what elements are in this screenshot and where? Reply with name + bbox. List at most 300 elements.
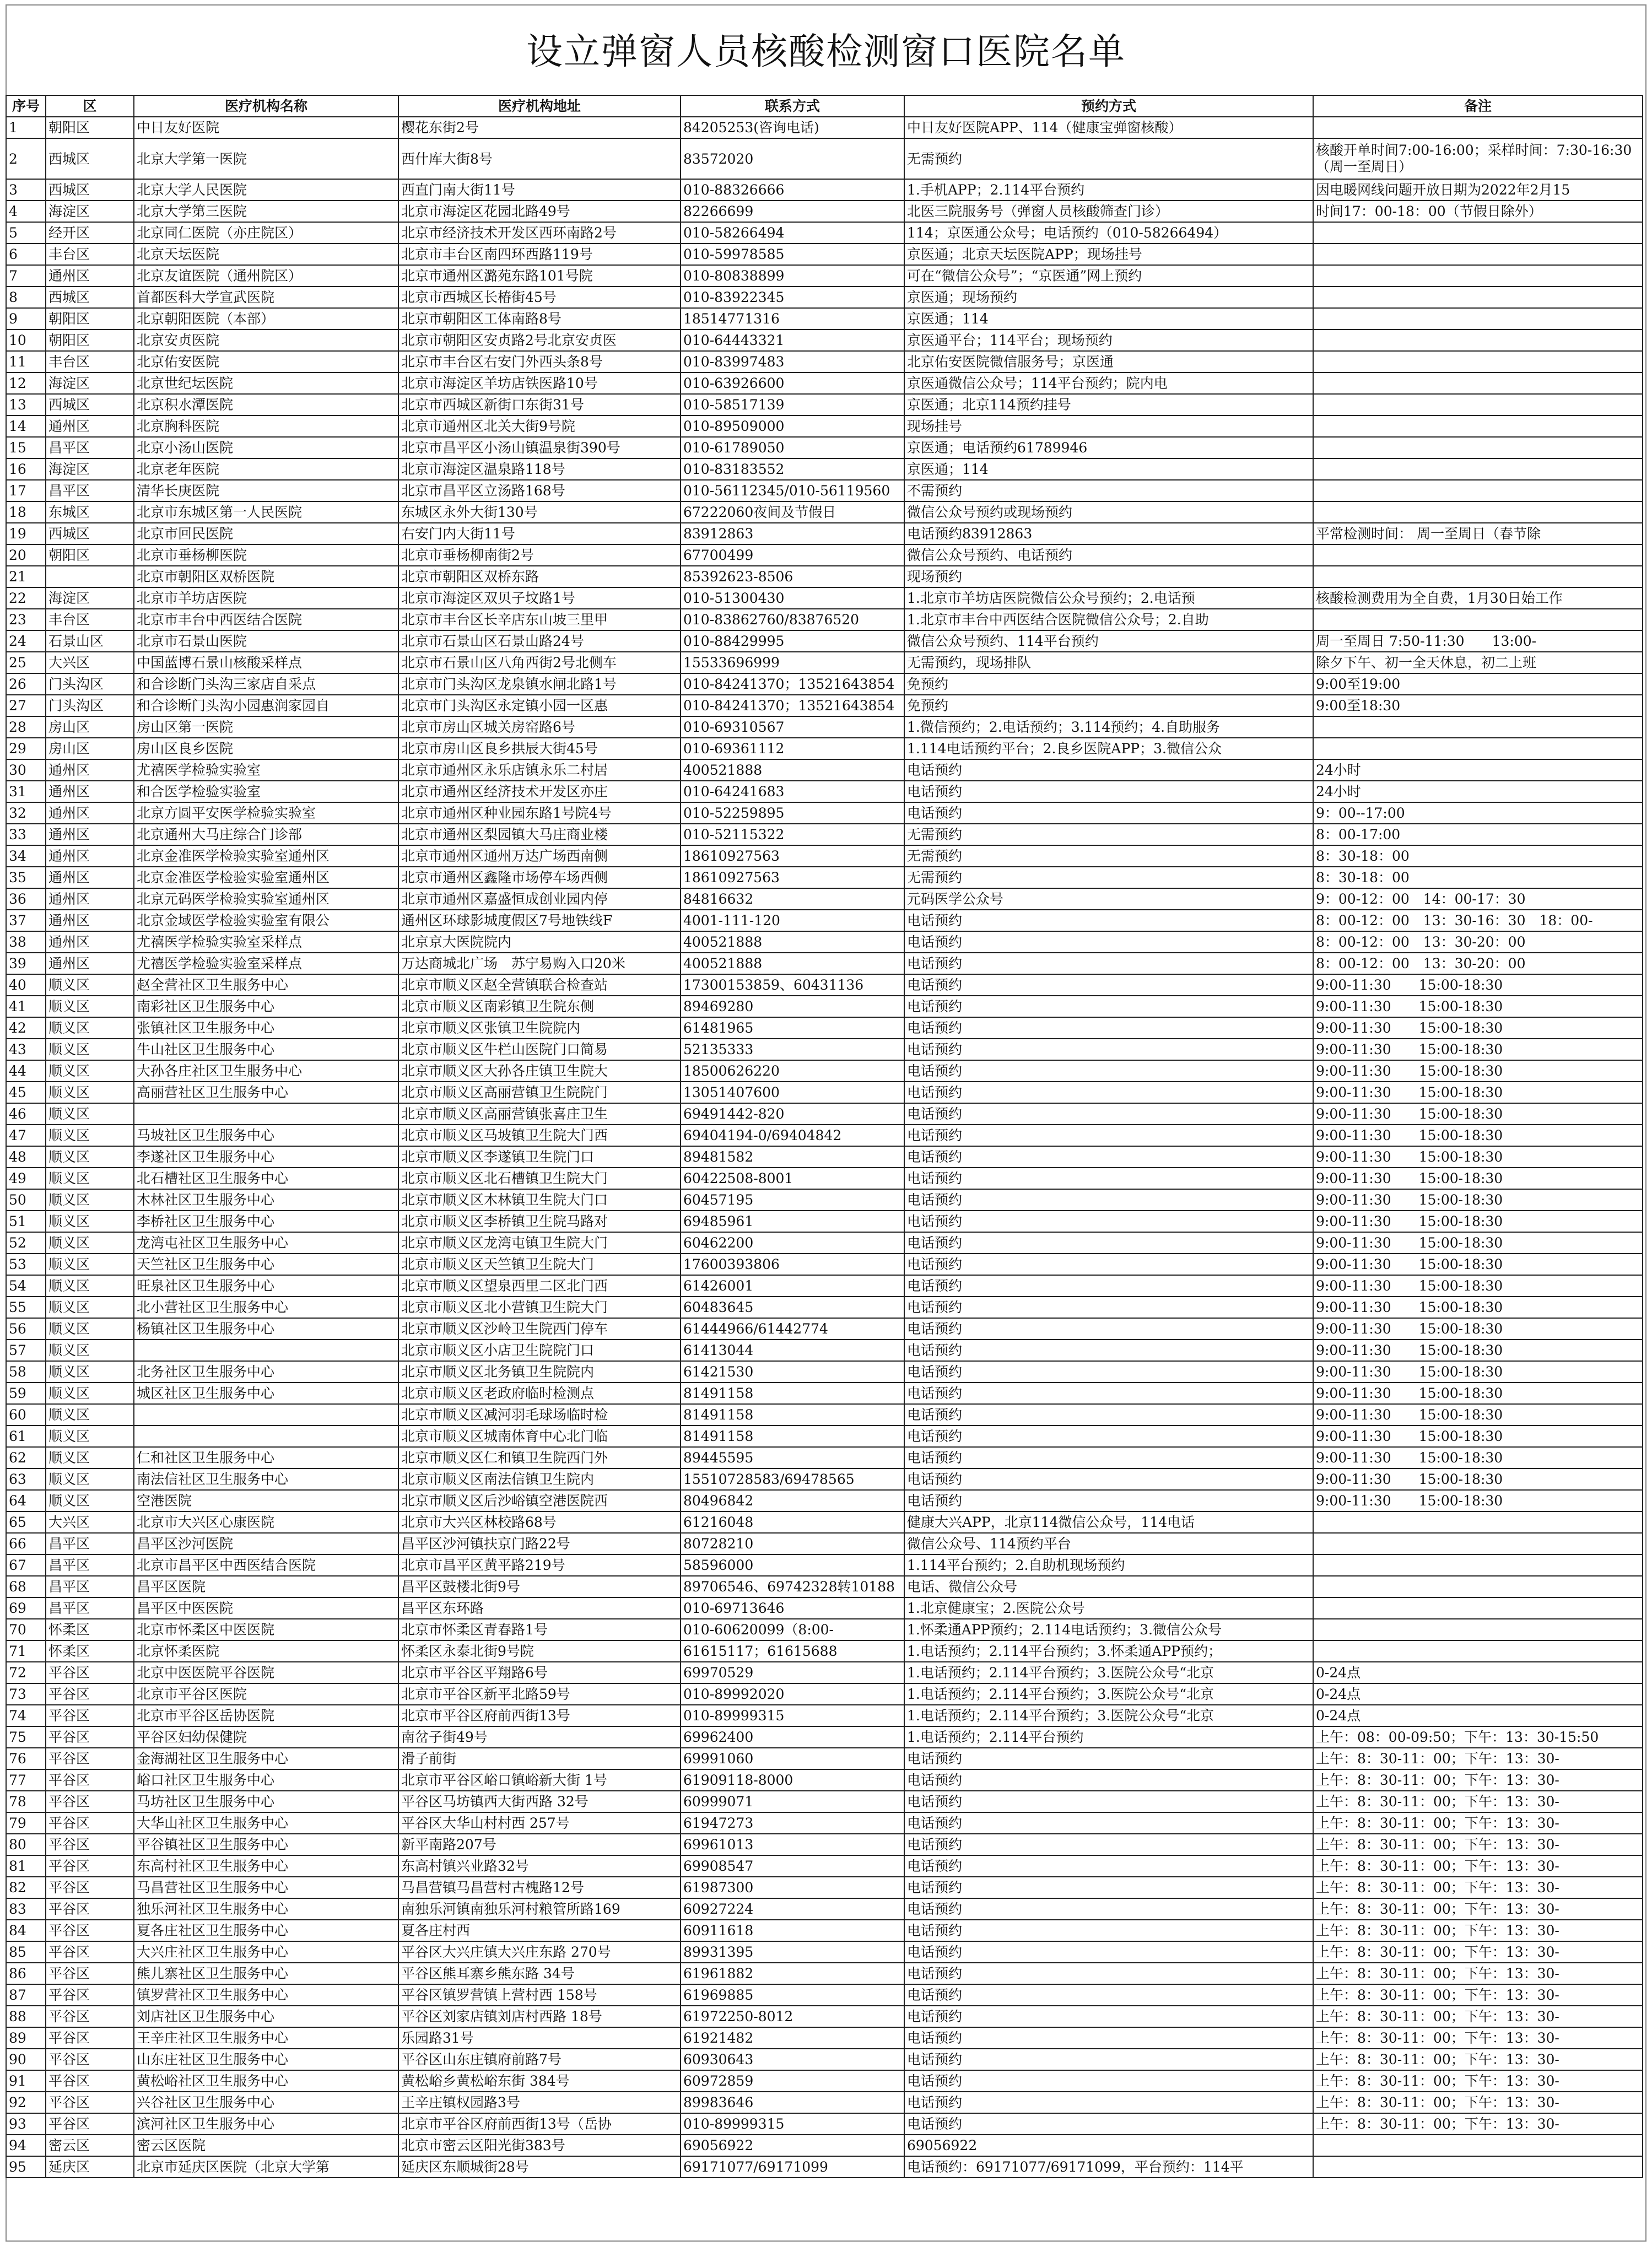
cell-notes: 9:00-11:30 15:00-18:30 — [1313, 1211, 1643, 1232]
cell-booking: 不需预约 — [904, 480, 1313, 501]
cell-booking: 电话预约 — [904, 2027, 1313, 2049]
cell-index: 16 — [6, 458, 46, 480]
cell-booking: 无需预约 — [904, 867, 1313, 888]
cell-district: 平谷区 — [46, 1662, 134, 1683]
cell-notes: 上午：8：30-11：00；下午：13：30- — [1313, 1748, 1643, 1769]
cell-institution — [134, 1404, 398, 1426]
header-institution: 医疗机构名称 — [134, 95, 398, 117]
table-row — [6, 1254, 1643, 1275]
cell-contact: 010-69310567 — [681, 716, 904, 738]
cell-district: 丰台区 — [46, 609, 134, 630]
cell-booking: 电话预约 — [904, 759, 1313, 781]
cell-contact: 69491442-820 — [681, 1103, 904, 1125]
cell-notes: 核酸检测费用为全自费，1月30日始工作 — [1313, 587, 1643, 609]
cell-booking: 微信公众号预约、114平台预约 — [904, 630, 1313, 652]
cell-district: 顺义区 — [46, 1060, 134, 1082]
cell-address: 北京市通州区鑫隆市场停车场西侧 — [398, 867, 681, 888]
cell-notes — [1313, 1576, 1643, 1597]
cell-booking: 电话预约 — [904, 1941, 1313, 1963]
cell-booking: 北京佑安医院微信服务号；京医通 — [904, 351, 1313, 372]
cell-notes: 上午：8：30-11：00；下午：13：30- — [1313, 1855, 1643, 1877]
table-row — [6, 1920, 1643, 1941]
cell-notes — [1313, 566, 1643, 587]
cell-address: 北京市顺义区减河羽毛球场临时检 — [398, 1404, 681, 1426]
cell-index: 77 — [6, 1769, 46, 1791]
cell-index: 10 — [6, 330, 46, 351]
cell-notes — [1313, 351, 1643, 372]
cell-contact: 61969885 — [681, 1984, 904, 2006]
cell-notes: 8：30-18：00 — [1313, 845, 1643, 867]
cell-booking: 电话预约 — [904, 1340, 1313, 1361]
cell-index: 36 — [6, 888, 46, 910]
cell-institution: 北京市羊坊店医院 — [134, 587, 398, 609]
cell-index: 66 — [6, 1533, 46, 1554]
cell-booking: 1.电话预约；2.114平台预约 — [904, 1726, 1313, 1748]
cell-contact: 61444966/61442774 — [681, 1318, 904, 1340]
cell-contact: 61481965 — [681, 1017, 904, 1039]
cell-contact: 010-69713646 — [681, 1597, 904, 1619]
cell-booking: 1.北京市羊坊店医院微信公众号预约；2.电话预 — [904, 587, 1313, 609]
cell-index: 41 — [6, 996, 46, 1017]
cell-notes: 上午：8：30-11：00；下午：13：30- — [1313, 1791, 1643, 1812]
cell-index: 14 — [6, 415, 46, 437]
cell-notes: 9:00-11:30 15:00-18:30 — [1313, 1340, 1643, 1361]
cell-district: 西城区 — [46, 394, 134, 415]
cell-index: 91 — [6, 2070, 46, 2092]
cell-notes: 9:00-11:30 15:00-18:30 — [1313, 1254, 1643, 1275]
cell-booking: 1.电话预约；2.114平台预约；3.怀柔通APP预约； — [904, 1640, 1313, 1662]
cell-contact: 84816632 — [681, 888, 904, 910]
cell-institution: 大华山社区卫生服务中心 — [134, 1812, 398, 1834]
header-district: 区 — [46, 95, 134, 117]
table-row — [6, 652, 1643, 673]
cell-index: 65 — [6, 1511, 46, 1533]
cell-booking: 电话预约 — [904, 1426, 1313, 1447]
cell-institution: 滨河社区卫生服务中心 — [134, 2113, 398, 2135]
cell-district: 通州区 — [46, 845, 134, 867]
cell-district: 通州区 — [46, 867, 134, 888]
cell-contact: 89706546、69742328转10188 — [681, 1576, 904, 1597]
cell-contact: 61972250-8012 — [681, 2006, 904, 2027]
cell-contact: 010-89999315 — [681, 2113, 904, 2135]
cell-index: 88 — [6, 2006, 46, 2027]
cell-institution: 北京市垂杨柳医院 — [134, 544, 398, 566]
cell-contact: 60927224 — [681, 1898, 904, 1920]
cell-address: 北京市顺义区马坡镇卫生院大门西 — [398, 1125, 681, 1146]
cell-institution: 张镇社区卫生服务中心 — [134, 1017, 398, 1039]
cell-booking: 电话预约 — [904, 1189, 1313, 1211]
cell-institution: 刘店社区卫生服务中心 — [134, 2006, 398, 2027]
table-body — [6, 117, 1643, 2178]
cell-index: 71 — [6, 1640, 46, 1662]
cell-contact: 60999071 — [681, 1791, 904, 1812]
cell-address: 夏各庄村西 — [398, 1920, 681, 1941]
cell-notes: 24小时 — [1313, 781, 1643, 802]
cell-institution: 黄松峪社区卫生服务中心 — [134, 2070, 398, 2092]
cell-contact: 010-88326666 — [681, 179, 904, 201]
cell-institution: 东高村社区卫生服务中心 — [134, 1855, 398, 1877]
cell-booking: 电话预约 — [904, 2006, 1313, 2027]
cell-notes: 9:00-11:30 15:00-18:30 — [1313, 1468, 1643, 1490]
cell-index: 21 — [6, 566, 46, 587]
cell-contact: 69961013 — [681, 1834, 904, 1855]
cell-notes: 8：30-18：00 — [1313, 867, 1643, 888]
cell-institution: 北京天坛医院 — [134, 244, 398, 265]
cell-notes — [1313, 544, 1643, 566]
cell-notes: 上午：8：30-11：00；下午：13：30- — [1313, 2049, 1643, 2070]
cell-district: 平谷区 — [46, 2092, 134, 2113]
cell-booking: 电话预约 — [904, 1082, 1313, 1103]
cell-index: 75 — [6, 1726, 46, 1748]
cell-district: 顺义区 — [46, 1103, 134, 1125]
cell-booking: 电话预约 — [904, 910, 1313, 931]
cell-address: 北京市顺义区高丽营镇张喜庄卫生 — [398, 1103, 681, 1125]
table-row — [6, 222, 1643, 244]
cell-contact: 89983646 — [681, 2092, 904, 2113]
table-row — [6, 1683, 1643, 1705]
cell-notes — [1313, 2135, 1643, 2156]
cell-district: 顺义区 — [46, 1468, 134, 1490]
cell-notes: 9:00-11:30 15:00-18:30 — [1313, 1275, 1643, 1297]
table-row — [6, 1297, 1643, 1318]
cell-booking: 电话预约 — [904, 2070, 1313, 2092]
cell-booking: 中日友好医院APP、114（健康宝弹窗核酸） — [904, 117, 1313, 138]
cell-district: 顺义区 — [46, 1275, 134, 1297]
cell-address: 北京市昌平区黄平路219号 — [398, 1554, 681, 1576]
cell-contact: 60457195 — [681, 1189, 904, 1211]
cell-district: 丰台区 — [46, 351, 134, 372]
cell-index: 80 — [6, 1834, 46, 1855]
table-row — [6, 1662, 1643, 1683]
cell-contact: 61413044 — [681, 1340, 904, 1361]
cell-district: 丰台区 — [46, 244, 134, 265]
cell-booking: 电话预约 — [904, 2092, 1313, 2113]
cell-contact: 18610927563 — [681, 845, 904, 867]
cell-index: 70 — [6, 1619, 46, 1640]
cell-booking: 微信公众号预约、电话预约 — [904, 544, 1313, 566]
cell-institution: 王辛庄社区卫生服务中心 — [134, 2027, 398, 2049]
cell-contact: 010-80838899 — [681, 265, 904, 287]
cell-contact: 81491158 — [681, 1426, 904, 1447]
cell-booking: 1.114电话预约平台；2.良乡医院APP；3.微信公众 — [904, 738, 1313, 759]
cell-district: 顺义区 — [46, 1189, 134, 1211]
cell-contact: 69056922 — [681, 2135, 904, 2156]
cell-institution: 李桥社区卫生服务中心 — [134, 1211, 398, 1232]
cell-notes — [1313, 1511, 1643, 1533]
cell-district: 平谷区 — [46, 1791, 134, 1812]
table-row — [6, 1619, 1643, 1640]
table-row — [6, 738, 1643, 759]
table-row — [6, 759, 1643, 781]
cell-booking: 无需预约 — [904, 845, 1313, 867]
cell-booking: 北医三院服务号（弹窗人员核酸筛查门诊） — [904, 201, 1313, 222]
table-row — [6, 330, 1643, 351]
table-row — [6, 1211, 1643, 1232]
cell-district: 门头沟区 — [46, 673, 134, 695]
cell-address: 北京市密云区阳光街383号 — [398, 2135, 681, 2156]
cell-notes: 除夕下午、初一全天休息，初二上班 — [1313, 652, 1643, 673]
cell-address: 北京市怀柔区青春路1号 — [398, 1619, 681, 1640]
cell-index: 34 — [6, 845, 46, 867]
cell-booking: 电话预约 — [904, 1211, 1313, 1232]
table-row — [6, 2006, 1643, 2027]
table-row — [6, 1748, 1643, 1769]
table-row — [6, 394, 1643, 415]
header-booking: 预约方式 — [904, 95, 1313, 117]
cell-district: 朝阳区 — [46, 117, 134, 138]
cell-index: 11 — [6, 351, 46, 372]
table-row — [6, 1963, 1643, 1984]
cell-booking: 电话预约 — [904, 1168, 1313, 1189]
cell-address: 北京市顺义区李桥镇卫生院马路对 — [398, 1211, 681, 1232]
cell-booking: 电话预约 — [904, 953, 1313, 974]
cell-district: 顺义区 — [46, 1404, 134, 1426]
cell-contact: 400521888 — [681, 931, 904, 953]
cell-address: 右安门内大街11号 — [398, 523, 681, 544]
cell-institution: 北京积水潭医院 — [134, 394, 398, 415]
table-row — [6, 1232, 1643, 1254]
cell-address: 北京市西城区长椿街45号 — [398, 287, 681, 308]
cell-institution: 房山区良乡医院 — [134, 738, 398, 759]
table-row — [6, 2070, 1643, 2092]
cell-district: 海淀区 — [46, 458, 134, 480]
cell-contact: 61987300 — [681, 1877, 904, 1898]
cell-index: 51 — [6, 1211, 46, 1232]
cell-notes: 9:00-11:30 15:00-18:30 — [1313, 1318, 1643, 1340]
cell-contact: 89931395 — [681, 1941, 904, 1963]
cell-notes — [1313, 716, 1643, 738]
cell-contact: 010-64443321 — [681, 330, 904, 351]
cell-district: 顺义区 — [46, 1232, 134, 1254]
cell-index: 7 — [6, 265, 46, 287]
cell-index: 9 — [6, 308, 46, 330]
cell-address: 北京市顺义区望泉西里二区北门西 — [398, 1275, 681, 1297]
table-row — [6, 695, 1643, 716]
cell-institution: 北京小汤山医院 — [134, 437, 398, 458]
cell-district: 昌平区 — [46, 1533, 134, 1554]
cell-contact: 83572020 — [681, 138, 904, 179]
table-row — [6, 2135, 1643, 2156]
table-row — [6, 1168, 1643, 1189]
cell-contact: 010-60620099（8:00- — [681, 1619, 904, 1640]
table-row — [6, 1017, 1643, 1039]
cell-district: 昌平区 — [46, 480, 134, 501]
cell-address: 通州区环球影城度假区7号地铁线F — [398, 910, 681, 931]
cell-index: 23 — [6, 609, 46, 630]
cell-institution: 北石槽社区卫生服务中心 — [134, 1168, 398, 1189]
cell-institution: 北京朝阳医院（本部） — [134, 308, 398, 330]
cell-district: 朝阳区 — [46, 544, 134, 566]
cell-district: 朝阳区 — [46, 308, 134, 330]
cell-index: 13 — [6, 394, 46, 415]
cell-booking: 69056922 — [904, 2135, 1313, 2156]
table-row — [6, 1834, 1643, 1855]
cell-notes: 9:00-11:30 15:00-18:30 — [1313, 974, 1643, 996]
cell-booking: 电话预约 — [904, 1468, 1313, 1490]
cell-contact: 010-58266494 — [681, 222, 904, 244]
cell-booking: 京医通；114 — [904, 458, 1313, 480]
table-row — [6, 1769, 1643, 1791]
cell-address: 北京市顺义区城南体育中心北门临 — [398, 1426, 681, 1447]
cell-index: 26 — [6, 673, 46, 695]
cell-district: 顺义区 — [46, 1297, 134, 1318]
cell-district: 顺义区 — [46, 1383, 134, 1404]
cell-notes: 9:00至19:00 — [1313, 673, 1643, 695]
cell-notes — [1313, 308, 1643, 330]
cell-address: 怀柔区永泰北街9号院 — [398, 1640, 681, 1662]
cell-booking: 电话预约 — [904, 1769, 1313, 1791]
cell-institution: 高丽营社区卫生服务中心 — [134, 1082, 398, 1103]
cell-institution: 北京金域医学检验实验室有限公 — [134, 910, 398, 931]
cell-institution: 金海湖社区卫生服务中心 — [134, 1748, 398, 1769]
cell-booking: 京医通；电话预约61789946 — [904, 437, 1313, 458]
cell-institution: 仁和社区卫生服务中心 — [134, 1447, 398, 1468]
cell-district: 通州区 — [46, 910, 134, 931]
cell-district: 海淀区 — [46, 587, 134, 609]
cell-booking: 电话预约 — [904, 1232, 1313, 1254]
cell-address: 黄松峪乡黄松峪东街 384号 — [398, 2070, 681, 2092]
cell-contact: 67222060夜间及节假日 — [681, 501, 904, 523]
cell-notes — [1313, 265, 1643, 287]
cell-contact: 84205253(咨询电话) — [681, 117, 904, 138]
cell-notes: 9:00-11:30 15:00-18:30 — [1313, 1125, 1643, 1146]
cell-notes: 8：00-12：00 13：30-16：30 18：00- — [1313, 910, 1643, 931]
cell-notes — [1313, 287, 1643, 308]
table-row — [6, 953, 1643, 974]
cell-booking: 电话预约 — [904, 1855, 1313, 1877]
table-row — [6, 1877, 1643, 1898]
cell-booking: 无需预约 — [904, 138, 1313, 179]
cell-booking: 电话预约 — [904, 781, 1313, 802]
cell-institution: 北京友谊医院（通州院区） — [134, 265, 398, 287]
table-row — [6, 1640, 1643, 1662]
cell-contact: 010-89999315 — [681, 1705, 904, 1726]
cell-index: 29 — [6, 738, 46, 759]
cell-booking: 电话预约 — [904, 1963, 1313, 1984]
cell-notes — [1313, 1554, 1643, 1576]
cell-notes — [1313, 2156, 1643, 2178]
cell-institution: 北务社区卫生服务中心 — [134, 1361, 398, 1383]
cell-address: 北京市顺义区北小营镇卫生院大门 — [398, 1297, 681, 1318]
cell-district: 昌平区 — [46, 1576, 134, 1597]
cell-booking: 电话预约 — [904, 1984, 1313, 2006]
cell-booking: 京医通；北京天坛医院APP；现场挂号 — [904, 244, 1313, 265]
cell-contact: 89445595 — [681, 1447, 904, 1468]
cell-district: 通州区 — [46, 802, 134, 824]
cell-notes: 8：00-12：00 13：30-20：00 — [1313, 953, 1643, 974]
cell-address: 北京市顺义区大孙各庄镇卫生院大 — [398, 1060, 681, 1082]
cell-contact: 89469280 — [681, 996, 904, 1017]
cell-notes: 周一至周日 7:50-11:30 13:00- — [1313, 630, 1643, 652]
table-row — [6, 1855, 1643, 1877]
cell-address: 北京市顺义区后沙峪镇空港医院西 — [398, 1490, 681, 1511]
cell-contact: 010-83183552 — [681, 458, 904, 480]
cell-institution: 北京佑安医院 — [134, 351, 398, 372]
table-row — [6, 1468, 1643, 1490]
cell-address: 马昌营镇马昌营村古槐路12号 — [398, 1877, 681, 1898]
cell-booking: 电话预约 — [904, 1920, 1313, 1941]
cell-contact: 61426001 — [681, 1275, 904, 1297]
table-row — [6, 2027, 1643, 2049]
cell-booking: 电话预约 — [904, 1146, 1313, 1168]
cell-notes — [1313, 415, 1643, 437]
cell-address: 新平南路207号 — [398, 1834, 681, 1855]
cell-notes: 9:00-11:30 15:00-18:30 — [1313, 1060, 1643, 1082]
cell-institution: 北京老年医院 — [134, 458, 398, 480]
table-row — [6, 1726, 1643, 1748]
cell-index: 81 — [6, 1855, 46, 1877]
cell-notes — [1313, 609, 1643, 630]
cell-contact: 69171077/69171099 — [681, 2156, 904, 2178]
cell-institution: 兴谷社区卫生服务中心 — [134, 2092, 398, 2113]
table-row — [6, 845, 1643, 867]
cell-institution: 马昌营社区卫生服务中心 — [134, 1877, 398, 1898]
table-row — [6, 974, 1643, 996]
cell-contact: 18610927563 — [681, 867, 904, 888]
cell-district: 海淀区 — [46, 372, 134, 394]
cell-address: 北京市昌平区小汤山镇温泉街390号 — [398, 437, 681, 458]
cell-district: 怀柔区 — [46, 1619, 134, 1640]
cell-index: 1 — [6, 117, 46, 138]
cell-notes: 9:00-11:30 15:00-18:30 — [1313, 1426, 1643, 1447]
cell-institution: 北小营社区卫生服务中心 — [134, 1297, 398, 1318]
cell-contact: 010-89509000 — [681, 415, 904, 437]
cell-index: 8 — [6, 287, 46, 308]
cell-district: 平谷区 — [46, 1984, 134, 2006]
cell-address: 北京市海淀区温泉路118号 — [398, 458, 681, 480]
cell-institution: 清华长庚医院 — [134, 480, 398, 501]
cell-district: 朝阳区 — [46, 330, 134, 351]
cell-booking: 电话预约 — [904, 1748, 1313, 1769]
cell-booking: 电话预约 — [904, 1297, 1313, 1318]
cell-index: 19 — [6, 523, 46, 544]
table-row — [6, 1705, 1643, 1726]
cell-district: 顺义区 — [46, 1254, 134, 1275]
table-row — [6, 1791, 1643, 1812]
cell-address: 北京市石景山区八角西街2号北侧车 — [398, 652, 681, 673]
cell-district: 房山区 — [46, 738, 134, 759]
cell-notes — [1313, 1619, 1643, 1640]
cell-index: 93 — [6, 2113, 46, 2135]
cell-notes: 9:00-11:30 15:00-18:30 — [1313, 1146, 1643, 1168]
cell-notes — [1313, 372, 1643, 394]
cell-contact: 61947273 — [681, 1812, 904, 1834]
cell-index: 76 — [6, 1748, 46, 1769]
cell-contact: 13051407600 — [681, 1082, 904, 1103]
cell-booking: 无需预约，现场排队 — [904, 652, 1313, 673]
cell-booking: 1.怀柔通APP预约；2.114电话预约；3.微信公众号 — [904, 1619, 1313, 1640]
cell-district: 大兴区 — [46, 1511, 134, 1533]
cell-notes: 0-24点 — [1313, 1662, 1643, 1683]
cell-index: 48 — [6, 1146, 46, 1168]
table-row — [6, 888, 1643, 910]
cell-institution: 尤禧医学检验实验室采样点 — [134, 931, 398, 953]
cell-institution: 南彩社区卫生服务中心 — [134, 996, 398, 1017]
cell-address: 东高村镇兴业路32号 — [398, 1855, 681, 1877]
cell-institution: 密云区医院 — [134, 2135, 398, 2156]
cell-notes: 9:00-11:30 15:00-18:30 — [1313, 1297, 1643, 1318]
cell-booking: 电话预约：69171077/69171099，平台预约：114平 — [904, 2156, 1313, 2178]
cell-index: 69 — [6, 1597, 46, 1619]
cell-booking: 电话预约 — [904, 2049, 1313, 2070]
cell-address: 北京市昌平区立汤路168号 — [398, 480, 681, 501]
cell-address: 北京市通州区潞苑东路101号院 — [398, 265, 681, 287]
cell-address: 延庆区东顺城街28号 — [398, 2156, 681, 2178]
cell-institution: 北京市平谷区医院 — [134, 1683, 398, 1705]
cell-contact: 82266699 — [681, 201, 904, 222]
cell-institution: 杨镇社区卫生服务中心 — [134, 1318, 398, 1340]
cell-contact: 60422508-8001 — [681, 1168, 904, 1189]
